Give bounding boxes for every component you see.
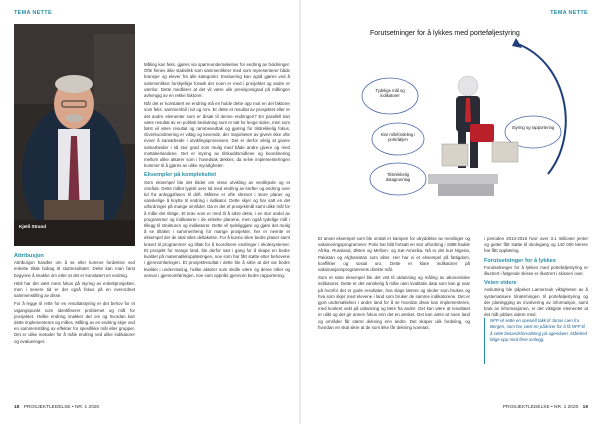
paragraph: i perioden 2013-2016 hvor over 3.1 millioner jenter og gutter fått støtte til skolegang og 140 000 lærere har fått opplæring.	[484, 236, 588, 254]
paragraph: Hittil har det vært mest fokus på styring av enkeltprosjekter, men i senere tid er det også fokus på en overordnet sammenstilling av disse.	[14, 280, 135, 299]
article-column-1	[14, 250, 135, 400]
diagram-title: Forutsetninger for å lykkes med porteføljestyring	[370, 30, 520, 37]
article-column-2	[144, 62, 290, 400]
section-label-right: TEMA NETTE	[550, 10, 588, 16]
footer-publication-right: PROSJEKTLEDELSE • NR. 1 2020	[502, 405, 579, 410]
heading-eksempler: Eksempler på kompleksitet	[144, 172, 217, 179]
heading-veien-videre: Veien videre	[484, 280, 517, 287]
diagram-bubble-4: Styring og rapportering	[511, 125, 555, 130]
speaker-illustration	[14, 24, 135, 246]
footer-publication-left: PROSJEKTLEDELSE • NR. 1 2020	[23, 405, 100, 410]
page-number-left: 18	[14, 405, 20, 410]
article-column-3	[318, 236, 470, 400]
page-number-right: 19	[582, 405, 588, 410]
paragraph: Avslutning ble påpeket Lamerreuk viktigheten av å systematisere tilnærmingen til porteføljestyring og der planlegging av involvering av informasjon, samt bruk av informasjonen, er det viktigste elementet at det mål jobbes videre med.	[484, 287, 588, 318]
heading-attribusjon: Attribusjon	[14, 253, 44, 259]
photo-caption: Kjetil Strand	[19, 224, 47, 229]
diagram-bubble-1: Tydelige mål og indikatorer	[375, 88, 405, 98]
article-column-4	[484, 236, 588, 318]
heading-forutsetninger: Forutsetninger for å lykkes	[484, 257, 556, 264]
paragraph: Som et siste eksempel ble det vist til utdanning og måling av økonomiske indikatorer. Dette er det vanskelig å måle uten kvalitativ data som kan gi svar på hvorfor det er gode resultater, hva slags lærere og skoler som brukes og hva som skjer med elevene i land som bruker de samme indikatorene. Det er gjort undersøkelser i andre land for å se hvordan disse kan implementeres, med konkret vekt på utdanning og lære fra andre. Det kan være at resultatet er ulikt og det gir annen fokus enn det en ønsket. Det kan være at noen land og områder får større dekning enn andre. Det skaper ulik fordeling, og hvordan en skal sikre at de som ikke får dekning ivaretas.	[318, 275, 470, 330]
section-label-left: TEMA NETTE	[14, 10, 52, 16]
paragraph: Et annet eksempel som ble omtalt er kampen for utryddelse av meslinger og vaksineringsprogrammer. Polio har blitt fortsatt en stor utfordring i 1988 hadde Afrika, Russland, Østen og Mellom- og Sør-Amerika. Nå er det kun Nigeria, Pakistan og Afghanistan som sliter. Her har vi et eksempel på fattigdom, konflikter og sosial uro. Dette er klare indikatorer på vaksinasjonsprogrammets direkte mål.	[318, 236, 470, 273]
diagram-bubble-2: Klar rollefordeling i porteføljen	[380, 132, 416, 142]
paragraph: Attribusjon handler om å se eller komme fordelene ved enkelte tiltak bidrag til sluttresultatet. Dette kan man først begynne å snakke om etter at det er konstatert en endring.	[14, 260, 135, 278]
callout-rule	[484, 318, 485, 364]
paragraph: For å legge til rette for en resultatstyring er det behov for et utgangspunkt som identifiserer problemet og mål for prosjektet. Hvilke endring snakker det om og hvordan kan dette implementeres og måles. Måling av en endring skjer ved en sammenstilling av effekter for spesifikke mål eller grupper. Det er ulike metoder for å måle endring ved ulike indikatorer og evalueringer.	[14, 301, 135, 344]
footer-right	[503, 405, 588, 410]
paragraph: Måling kan feks. gjøres via spørreundersøkelser for endring av holdninger. Ofte finnes ikke statistikk som sammenlikner med som representerer både bransjer og elever fra alle kategorier. Evaluering kan også gjøres ved å sammenlikne forskjellige forsøk der noen er med i prosjektet og andre er utenfor. Dette medfører at det vil være ulik presisjonsgrad på målingen avhengig av en rekke faktorer.	[144, 62, 290, 99]
portfolio-diagram	[318, 24, 584, 222]
footer-left	[14, 405, 99, 410]
speaker-photo	[14, 24, 135, 246]
paragraph: Som eksempel ble det bildet om visse utvikling av verdikjede og et område. Dette målet typisk over tid med endring av krefter og endring over tid fra anleggsfasen til drift. Målene er ofte skrevet i store planer og vanskelige å knytte til endring i indikator. Dette skjer og har satt en del utfordringer på mange områder. Da er det et prosjektmål samt ulike mål for å måle det riktige. Et krav som er med til å sikre dette, i en stor andel av programmer og indikatorer i de enkelte planene, men også tydelige mål i tillegg til strukturen og indikatorer. Dette vil tydeliggjøre og gjøre det mulig å se tiltaket i sammenheng for mange prosjekter, her er nevnte et eksempel der de skal sikre deltakelse. For å kunne sikre bedre planer samt kravet til programmer og tiltak for å koordinere endringer i skolesystemer. Et prosjekt for mange land, ble derfor satt i gang for å skape en bedre kvalitet på matematikkopplæringen, noe som har fått støtte etter behovene i gjennomføringen. Et prosjektresultat i dette ble å sikre at det var bedre kvalitet i undervisning, hvilke aktører som skulle være og deres roller og ansvar i gjennomføringen, noe som oppnås gjennom bedre rapportering.	[144, 179, 290, 278]
acknowledgement-callout: NFP vil sette en spesiell takk til Jonas Lien fra Bergen, som har vært en pådriver for å få NFP til å sette bistandsforvaltning på agendaen. Måletind følge opp med flere innlegg.	[490, 318, 587, 342]
page-gutter	[299, 0, 301, 424]
diagram-bubble-3: Tilstrekkelig datagrunnlag	[385, 172, 411, 182]
paragraph: Forutsetninger for å lykkes med porteføljestyring er illustrert i følgende skisse er illustrert i skissen over.	[484, 264, 588, 277]
diagram-illustration	[318, 24, 584, 222]
paragraph: Når det er konstatert en endring må en holde dette opp mot en del faktorer som feks. sammenfall i tid og rom. Er dette et resultat av prosjektet eller er det andre elementer som er årsak til denne endringen? En parallell kan være resultat av en politisk beslutning som er tatt for lenge siden, men som først vil være resultat og rammevedtak og gjøring for tilstrekkelig fokus. Giverkoordinering er viktig og kevende, der majoriteten av givere ikke ofte evner å samarbeide i utviklingsprosessen. Det er derfor viktig at givere samarbeider i så stor grad som mulig med både andre givere og med mottakerlandene. Det er styring av tilskuddsmidlene og koordinering mellom ulike aktører som i hovedsak dekkes, da selve implementeringen kommer til å gjøres av ulike myndigheter.	[144, 101, 290, 169]
